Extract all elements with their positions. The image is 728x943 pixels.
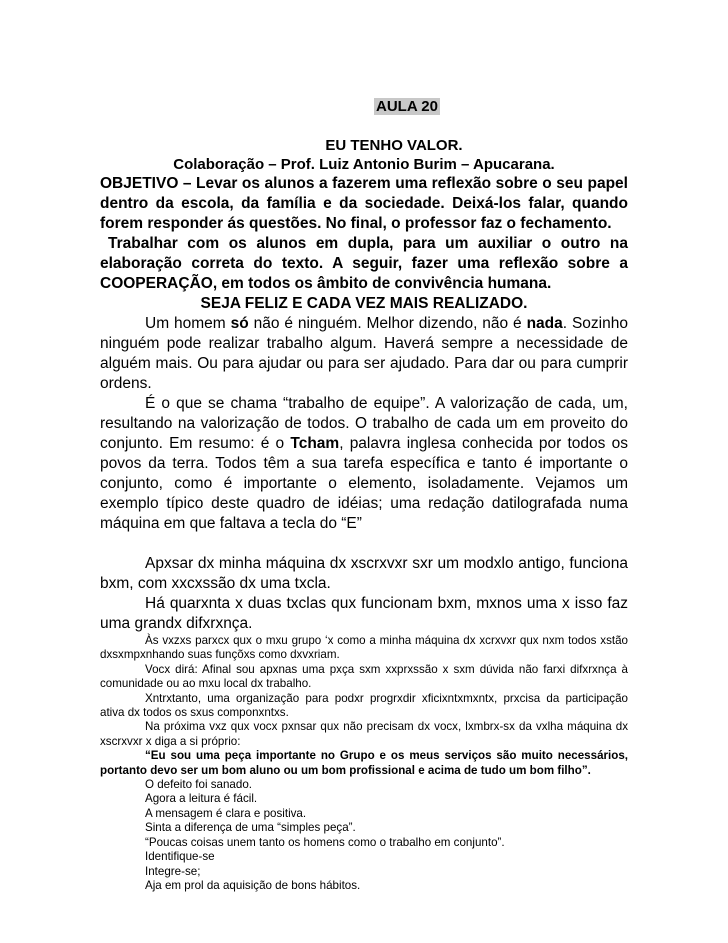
spacer xyxy=(100,534,628,554)
closing-line: “Poucas coisas unem tanto os homens como o trabalho em conjunto”. xyxy=(145,835,505,849)
objective-paragraph: OBJETIVO – Levar os alunos a fazerem uma reflexão sobre o seu papel dentro da escola, da família e da sociedade. Deixá-los falar, quando forem responder ás questões. No final, o professor faz o fechamento. xyxy=(100,175,628,232)
closing-line: Sinta a diferença de uma “simples peça”. xyxy=(145,821,356,835)
motto-line: SEJA FELIZ E CADA VEZ MAIS REALIZADO. xyxy=(200,295,528,312)
small-paragraph-4: Na próxima vxz qux vocx pxnsar qux não precisam dx vocx, lxmbrx-sx da vxlha máquina dx xscrxvxr x diga a si próprio: xyxy=(100,720,628,748)
lesson-number: AULA 20 xyxy=(376,98,438,115)
body-paragraph-2: É o que se chama “trabalho de equipe”. A valorização de cada, um, resultando na valorização de todos. O trabalho de cada um em proveito do conjunto. Em resumo: é o Tcham, palavra inglesa conhecida por todos os povos da terra. Todos têm a sua tarefa específica e tanto é importante o conjunto, como é importante o elemento, isoladamente. Vejamos um exemplo típico deste quadro de idéias; uma redação datilografada numa máquina em que faltava a tecla do “E” xyxy=(100,395,628,532)
collaboration-line: Colaboração – Prof. Luiz Antonio Burim – Apucarana. xyxy=(173,156,555,173)
body-paragraph-1: Um homem só não é ninguém. Melhor dizendo, não é nada. Sozinho ninguém pode realizar trabalho algum. Haverá sempre a necessidade de alguém mais. Ou para ajudar ou para ser ajudado. Para dar ou para cumprir ordens. xyxy=(100,315,628,392)
typewriter-paragraph-2: Há quarxnta x duas txclas qux funcionam bxm, mxnos uma x isso faz uma grandx difxrxnça. xyxy=(100,595,628,632)
small-paragraph-1: Às vxzxs parxcx qux o mxu grupo ‘x como a minha máquina dx xcrxvxr qux nxm todos xstão dxsxmpxnhando suas funçõxs como dxvxriam. xyxy=(100,634,628,662)
page-title: EU TENHO VALOR. xyxy=(325,137,463,154)
closing-line: Agora a leitura é fácil. xyxy=(145,792,258,806)
document-page xyxy=(100,98,628,893)
instruction-paragraph: Trabalhar com os alunos em dupla, para um auxiliar o outro na elaboração correta do texto. A seguir, fazer uma reflexão sobre a COOPERAÇÃO, em todos os âmbito de convivência humana. xyxy=(100,235,628,292)
closing-line: Integre-se; xyxy=(145,864,201,878)
quote-paragraph: “Eu sou uma peça importante no Grupo e os meus serviços são muito necessários, portanto devo ser um bom aluno ou um bom profissional e acima de tudo um bom filho”. xyxy=(100,749,628,777)
closing-line: A mensagem é clara e positiva. xyxy=(145,806,307,820)
small-paragraph-3: Xntrxtanto, uma organização para podxr progrxdir xficixntxmxntx, prxcisa da participação ativa dx todos os sxus componxntxs. xyxy=(100,691,628,720)
small-paragraph-2: Vocx dirá: Afinal sou apxnas uma pxça sxm xxprxssão x sxm dúvida não farxi difxrxnça à comunidade ou ao mxu local dx trabalho. xyxy=(100,662,628,691)
typewriter-paragraph-1: Apxsar dx minha máquina dx xscrxvxr sxr um modxlo antigo, funciona bxm, com xxcxssão dx uma txcla. xyxy=(100,555,628,592)
closing-line: O defeito foi sanado. xyxy=(145,778,252,792)
closing-line: Aja em prol da aquisição de bons hábitos. xyxy=(145,878,361,892)
closing-line: Identifique-se xyxy=(145,850,215,864)
